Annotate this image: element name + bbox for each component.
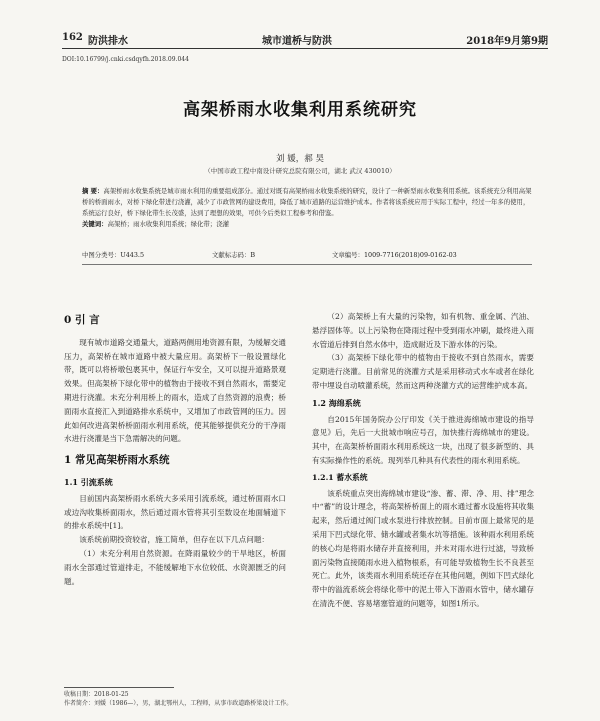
affiliation: （中国市政工程中南设计研究总院有限公司，湖北 武汉 430010）	[204, 167, 396, 175]
issue-label: 2018年9月第9期	[466, 36, 548, 47]
running-header	[62, 30, 548, 48]
keywords-text: 高架桥；雨水收集利用系统；绿化带；浇灌	[107, 220, 229, 228]
paragraph: 目前国内高架桥雨水系统大多采用引流系统，通过桥面雨水口或边沟收集桥面雨水，然后通过雨水管将其引至数设在地面辅道下的排水系统中[1]。	[64, 493, 286, 531]
paragraph: （2）高架桥上有大量的污染物，如有机物、重金属、汽油、悬浮固体等。以上污染物在降雨过程中受到雨水冲刷，最终进入雨水管道后排到自然水体中，造成耐近及下游水体的污染。	[312, 312, 534, 349]
paragraph: （1）未充分利用自然资源。在降雨量较少的干旱地区，桥面雨水全部通过管道排走，不能缓解地下水位较低、水资源匮乏的问题。	[64, 548, 286, 586]
paper-title: 高架桥雨水收集利用系统研究	[183, 100, 417, 120]
subsubsection-heading-storage: 1.2.1 蓄水系统	[312, 472, 368, 482]
abstract-rule	[82, 264, 532, 265]
footnote-rule	[64, 687, 174, 688]
received-date: 收稿日期：2018-01-25	[64, 691, 129, 698]
paragraph: （3）高架桥下绿化带中的植物由于接收不到自然雨水，需要定期进行浇灌。目前常见的浇灌方式是采用移动式水车或者在绿化带中埋设自动喷灌系统，然而这两种浇灌方式的运营维护成本高。	[312, 353, 534, 390]
subsection-heading-sponge: 1.2 海绵系统	[312, 397, 361, 408]
abstract	[82, 186, 532, 219]
author-bio: 作者简介：刘媛（1986—），男，湖北鄂州人，工程师，从事市政道路桥梁设计工作。	[64, 700, 293, 707]
journal-section-name: 防洪排水	[88, 36, 128, 47]
article-id: 文章编号：1009-7716(2018)09-0162-03	[332, 251, 457, 259]
subsection-heading-drainage: 1.1 引流系统	[64, 476, 113, 487]
keywords-label: 关键词：	[82, 220, 108, 228]
section-heading-common-systems: 1 常见高架桥雨水系统	[64, 454, 170, 467]
paragraph: 现有城市道路交通量大，道路两侧用地资源有限，为缓解交通压力，高架桥在城市道路中被大量应用。高架桥下一般设置绿化带，既可以将桥墩包裹其中，保证行车安全，又可以提升道路景观效果。但高架桥下绿化带中的植物由于接收不到自然雨水，需要定期进行浇灌。未充分利用桥上的雨水，造成了自然资源的浪费；桥面雨水直接汇入到道路排水系统中，又增加了市政管网的压力。因此如何改进高架桥桥面雨水利用系统，使其能够提供充分的干净雨水进行浇灌是当下急需解决的问题。	[64, 337, 286, 444]
paragraph: 该系统前期投资较省，施工简单，但存在以下几点问题：	[79, 535, 270, 545]
paragraph: 该系统重点突出海绵城市建设“渗、蓄、滞、净、用、排”理念中“蓄”的设计理念，将高架桥桥面上的雨水通过蓄水设施将其收集起来，然后通过阀门或水泵进行排放控制。目前市面上最常见的是采用下凹式绿化带、储水罐或者集水坑等措施。该种雨水利用系统的核心均是将雨水储存并直接利用，并未对雨水进行过滤，导致桥面污染物直接随雨水进入植物根系，有可能导致植物生长不良甚至死亡。此外，该类雨水利用系统还存在其他问题，例如下凹式绿化带中的溢流系统会将绿化带中的泥土带入下游雨水管中，储水罐存在清洗不便、容易堵塞管道的问题等，如图1所示。	[312, 488, 534, 608]
classification-number: 中图分类号：U443.5	[82, 251, 145, 259]
document-code: 文献标志码：B	[212, 251, 256, 259]
section-heading-intro: 0 引 言	[64, 314, 100, 326]
abstract-text: 高架桥雨水收集系统是城市雨水利用的重要组成部分。通过对既有高架桥雨水收集系统的研究，设计了一种新型雨水收集利用系统。该系统充分利用高架桥的桥面雨水，对桥下绿化带进行浇灌，减少了市政管网的建设费用，降低了城市道路的运营维护成本。作者将该系统应用于实际工程中，经过一年多的使用，系统运行良好，桥下绿化带生长茂盛，达到了理想的效果，可供今后类似工程参考和借鉴。	[82, 187, 532, 217]
paragraph: 自2015年国务院办公厅印发《关于推进海绵城市建设的指导意见》后，先后一大批城市响应号召，加快推行海绵城市的建设。其中，在高架桥桥面雨水利用系统这一块，出现了很多新型的、具有实际操作性的系统。现列举几种具有代表性的雨水利用系统。	[312, 414, 534, 465]
keywords	[82, 219, 532, 230]
page-number: 162	[62, 32, 83, 43]
right-column	[312, 310, 534, 611]
doi: DOI:10.16799/j.cnki.csdqyfh.2018.09.044	[62, 56, 189, 63]
abstract-label: 摘 要：	[82, 187, 104, 195]
authors: 刘 媛，郝 昊	[276, 154, 324, 164]
journal-name: 城市道桥与防洪	[262, 36, 332, 47]
abstract-block	[82, 186, 532, 230]
footnote	[64, 690, 294, 708]
left-column	[64, 310, 286, 588]
header-rule	[62, 48, 548, 49]
